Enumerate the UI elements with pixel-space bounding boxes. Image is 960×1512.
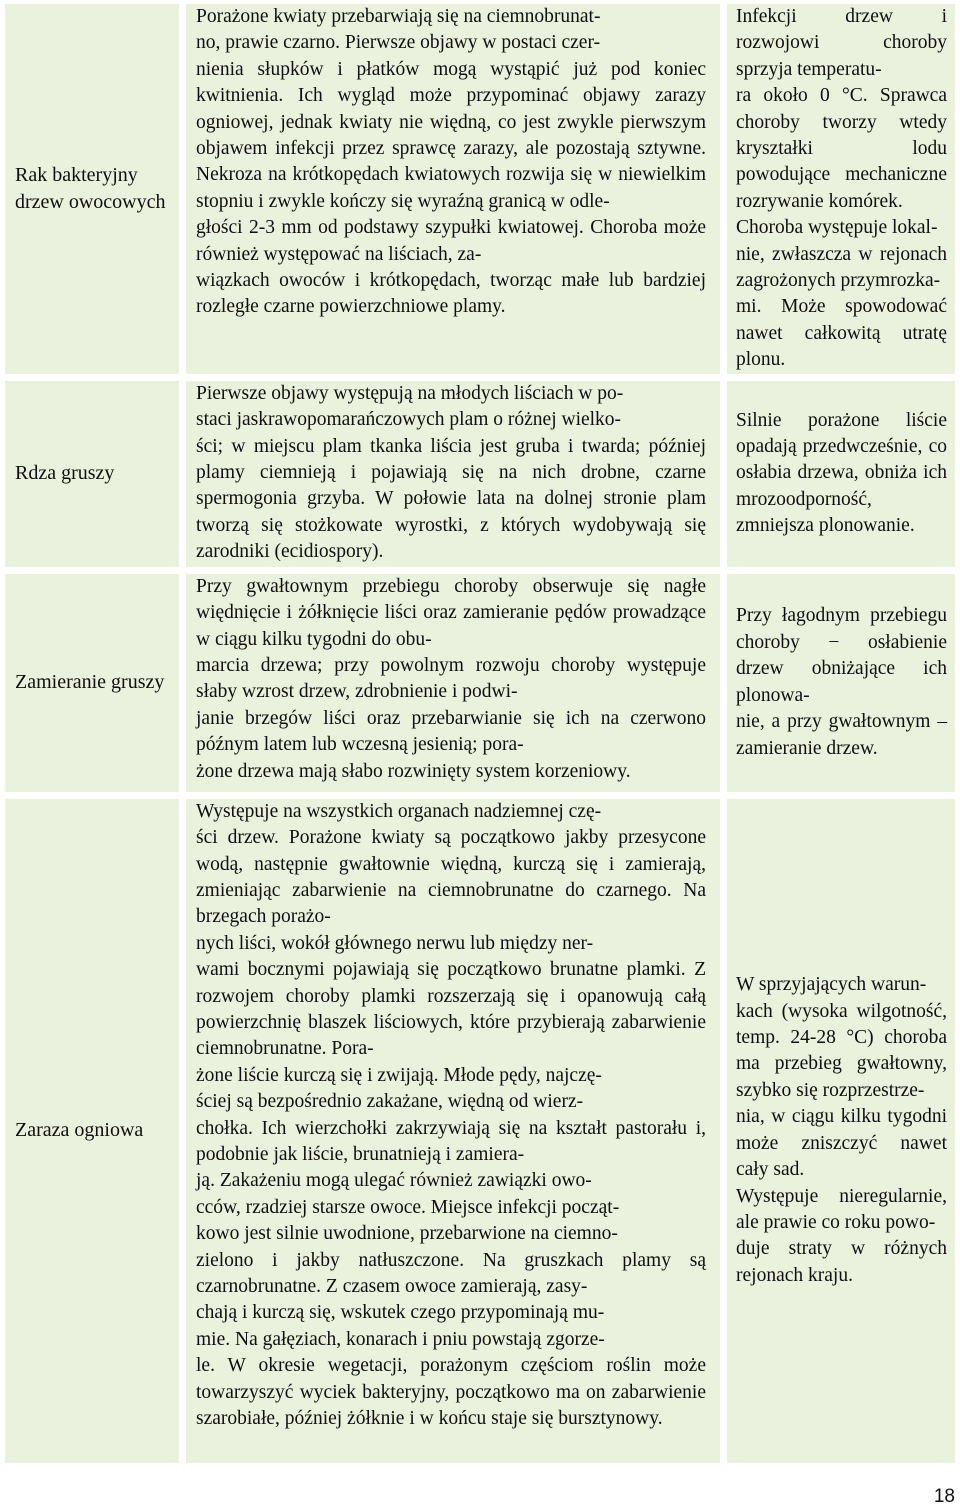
harmfulness-cell [727, 574, 955, 799]
symptoms-cell [186, 381, 727, 574]
disease-name-cell [5, 799, 186, 1470]
symptoms-text: Przy gwałtownym przebiegu choroby obserwuje się nagłe więdnięcie i żółknięcie liści oraz zamieranie pędów prowadzące w ciągu kilku tygodni do obu- marcia drzewa; przy powolnym rozwoju choroby występuje słaby wzrost drzew, zdrobnienie i podwi- janie brzegów liści oraz przebarwianie się ich na czerwono późnym latem lub wczesną jesienią; pora- żone drzewa mają słabo rozwinięty system korzeniowy. [196, 575, 706, 782]
harmfulness-cell [727, 799, 955, 1470]
disease-name: Rdza gruszy [15, 462, 115, 485]
disease-name: Zamieranie gruszy [15, 671, 165, 694]
symptoms-text: Porażone kwiaty przebarwiają się na ciemnobrunat- no, prawie czarno. Pierwsze objawy w postaci czer- nienia słupków i płatków mogą wystąpić już pod koniec kwitnienia. Ich wygląd może przypominać objawy zarazy ogniowej, jednak kwiaty nie więdną, co jest zwykle pierwszym objawem infekcji przez sprawcę zarazy, ale pozostają sztywne. Nekroza na krótkopędach kwiatowych rozwija się w niewielkim stopniu i zwykle kończy się wyraźną granicą w odle- głości 2-3 mm od podstawy szypułki kwiatowej. Choroba może również występować na liściach, za- wiązkach owoców i krótkopędach, tworząc małe lub bardziej rozległe czarne powierzchniowe plamy. [196, 6, 706, 318]
disease-name: Rak bakteryjny drzew owocowych [15, 163, 166, 213]
symptoms-cell [186, 574, 727, 799]
table-row [5, 4, 955, 381]
table-row [5, 574, 955, 799]
disease-name-cell [5, 574, 186, 799]
symptoms-cell [186, 799, 727, 1470]
harmfulness-text: Przy łagodnym przebiegu choroby − osłabienie drzew obniżające ich plonowa- nie, a przy gwałtownym – zamieranie drzew. [736, 605, 947, 759]
disease-table [5, 4, 955, 1470]
page-number: 18 [933, 1486, 955, 1507]
harmfulness-cell [727, 4, 955, 381]
harmfulness-cell [727, 381, 955, 574]
disease-name: Zaraza ogniowa [15, 1119, 144, 1142]
harmfulness-text: Silnie porażone liście opadają przedwcześnie, co osłabia drzewa, obniża ich mrozoodporność, zmniejsza plonowanie. [736, 409, 947, 537]
harmfulness-text: W sprzyjających warun- kach (wysoka wilgotność, temp. 24-28 °C) choroba ma przebieg gwałtowny, szybko się rozprzestrze- nia, w ciągu kilku tygodni może zniszczyć nawet cały sad. Występuje nieregularnie, ale prawie co roku powo- duje straty w różnych rejonach kraju. [736, 974, 947, 1286]
disease-name-cell [5, 381, 186, 574]
symptoms-text: Pierwsze objawy występują na młodych liściach w po- staci jaskrawopomarańczowych plam o różnej wielko- ści; w miejscu plam tkanka liścia jest gruba i twarda; później plamy ciemnieją i pojawiają się na nich drobne, czarne spermogonia grzyba. W połowie lata na dolnej stronie plam tworzą się stożkowate wyrostki, z których wydobywają się zarodniki (ecidiospory). [196, 382, 706, 563]
table-row [5, 799, 955, 1470]
symptoms-text: Występuje na wszystkich organach nadziemnej czę- ści drzew. Porażone kwiaty są początkowo jakby przesycone wodą, następnie gwałtownie więdną, kurczą się i zamierają, zmieniając zabarwienie na ciemnobrunatne do czarnego. Na brzegach porażo- nych liści, wokół głównego nerwu lub między ner- wami bocznymi pojawiają się początkowo brunatne plamki. Z rozwojem choroby plamki rozszerzają się i opanowują całą powierzchnię blaszek liściowych, które przybierają zabarwienie ciemnobrunatne. Pora- żone liście kurczą się i zwijają. Młode pędy, najczę- ściej są bezpośrednio zakażane, więdną od wierz- chołka. Ich wierzchołki zakrzywiają się na kształt pastorału i, podobnie jak liście, brunatnieją i zamiera- ją. Zakażeniu mogą ulegać również zawiązki owo- cców, rzadziej starsze owoce. Miejsce infekcji począt- kowo jest silnie uwodnione, przebarwione na ciemno- zielono i jakby natłuszczone. Na gruszkach plamy są czarnobrunatne. Z czasem owoce zamierają, zasy- chają i kurczą się, wskutek czego przypominają mu- mie. Na gałęziach, konarach i pniu powstają zgorze- le. W okresie wegetacji, porażonym częściom roślin może towarzyszyć wyciek bakteryjny, początkowo ma on zabarwienie szarobiałe, później żółknie i w końcu staje się bursztynowy. [196, 800, 706, 1430]
symptoms-cell [186, 4, 727, 381]
harmfulness-text: Infekcji drzew i rozwojowi choroby sprzyja temperatu- ra około 0 °C. Sprawca choroby tworzy wtedy kryształki lodu powodujące mechaniczne rozrywanie komórek. Choroba występuje lokal- nie, zwłaszcza w rejonach zagrożonych przymrozka- mi. Może spowodować nawet całkowitą utratę plonu. [736, 6, 947, 371]
table-row [5, 381, 955, 574]
disease-name-cell [5, 4, 186, 381]
